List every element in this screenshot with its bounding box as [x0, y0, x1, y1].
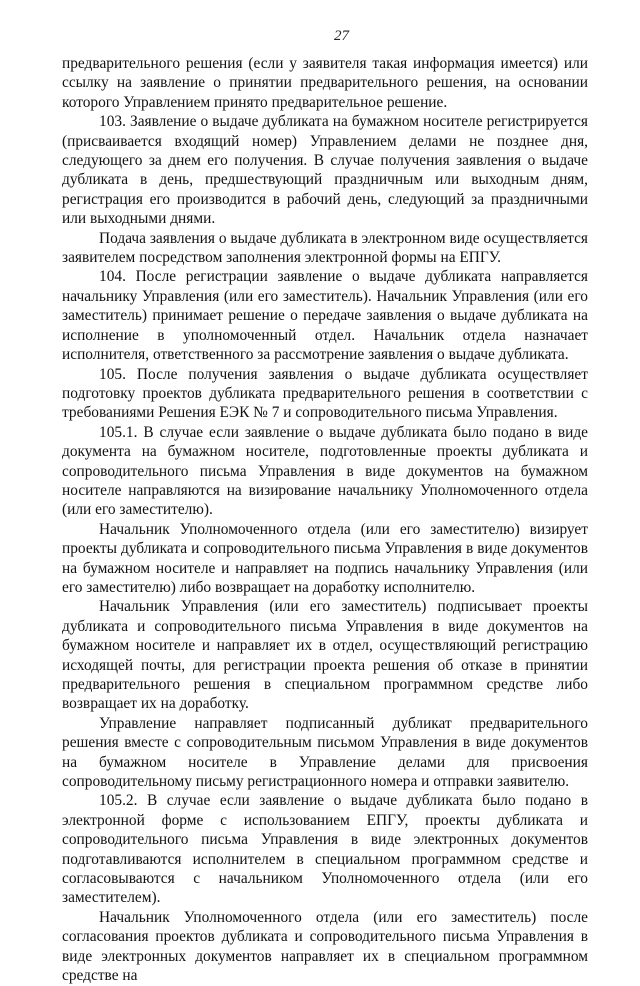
paragraph-105: 105. После получения заявления о выдаче дубликата осуществляет подготовку проектов дубликата предварительного решения в соответствии с требованиями Решения ЕЭК № 7 и сопроводительного письма Управления. [62, 365, 588, 422]
paragraph-dept-head-review: Начальник Уполномоченного отдела (или его заместителю) визирует проекты дубликата и сопроводительного письма Управления в виде документов на бумажном носителе и направляет на подпись начальнику Управления (или его заместителю) либо возвращает на доработку исполнителю. [62, 520, 588, 596]
paragraph-105-2: 105.2. В случае если заявление о выдаче дубликата было подано в электронной форме с использованием ЕПГУ, проекты дубликата и сопроводительного письма Управления в виде электронных документов подготавливаются исполнителем в специальном программном средстве и согласовываются с начальником Уполномоченного отдела (или его заместителем). [62, 792, 588, 907]
paragraph-electronic-submission: Подача заявления о выдаче дубликата в электронном виде осуществляется заявителем посредством заполнения электронной формы на ЕПГУ. [62, 229, 588, 267]
paragraph-103: 103. Заявление о выдаче дубликата на бумажном носителе регистрируется (присваивается входящий номер) Управлением делами не позднее дня, следующего за днем его получения. В случае получения заявления о выдаче дубликата в день, предшествующий праздничным или выходным дням, регистрация его производится в рабочий день, следующий за праздничными или выходными днями. [62, 113, 588, 228]
document-body [62, 54, 588, 986]
paragraph-104: 104. После регистрации заявление о выдаче дубликата направляется начальнику Управления (или его заместитель). Начальник Управления (или его заместитель) принимает решение о передаче заявления о выдаче дубликата на исполнение в уполномоченный отдел. Начальник отдела назначает исполнителя, ответственного за рассмотрение заявления о выдаче дубликата. [62, 268, 588, 364]
page-number: 27 [334, 28, 349, 44]
paragraph-sending-duplicate: Управление направляет подписанный дубликат предварительного решения вместе с сопроводительным письмом Управления в виде документов на бумажном носителе в Управление делами для присвоения сопроводительному письму регистрационного номера и отправки заявителю. [62, 714, 588, 791]
paragraph-electronic-approval: Начальник Уполномоченного отдела (или его заместитель) после согласования проектов дубликата и сопроводительного письма Управления в виде электронных документов направляет их в специальном программном средстве на [62, 908, 588, 985]
paragraph-director-signing: Начальник Управления (или его заместитель) подписывает проекты дубликата и сопроводительного письма Управления в виде документов на бумажном носителе и направляет их в отдел, осуществляющий регистрацию исходящей почты, для регистрации проекта решения об отказе в принятии предварительного решения в специальном программном средстве либо возвращает их на доработку. [62, 598, 588, 713]
paragraph-105-1: 105.1. В случае если заявление о выдаче дубликата было подано в виде документа на бумажном носителе, подготовленные проекты дубликата и сопроводительного письма Управления в виде документов на бумажном носителе направляются на визирование начальнику Уполномоченного отдела (или его заместителю). [62, 423, 588, 519]
paragraph-continuation: предварительного решения (если у заявителя такая информация имеется) или ссылку на заявление о принятии предварительного решения, на основании которого Управлением принято предварительное решение. [62, 55, 588, 111]
